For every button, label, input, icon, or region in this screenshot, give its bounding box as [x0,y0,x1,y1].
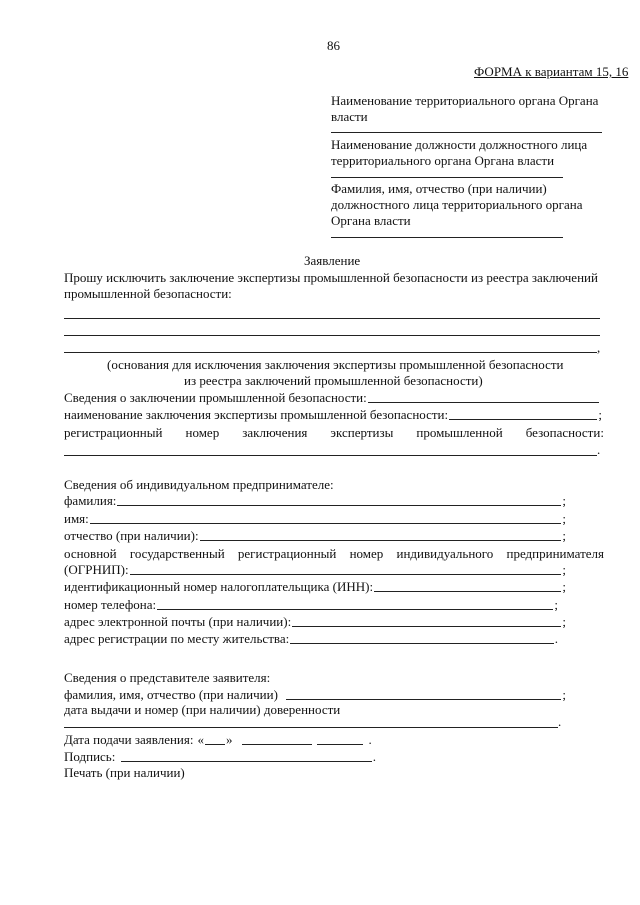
ogrnip-field-row [64,562,566,578]
address-row [64,631,558,647]
first-name-end: ; [562,511,566,526]
phone-row [64,597,558,613]
representative-fio-row [64,687,566,703]
phone-field[interactable] [157,608,553,610]
first-name-field[interactable] [90,522,562,524]
patronymic-label: отчество (при наличии): [64,528,199,543]
signature-end: . [372,749,376,764]
reg-word-3: заключения [242,425,308,440]
ogrnip-field[interactable] [130,573,562,575]
signature-row [64,749,376,765]
recipient-org-line2: власти [331,109,368,124]
ogrnip-word-3: регистрационный [237,546,337,561]
reg-word-4: экспертизы [330,425,394,440]
first-name-label: имя: [64,511,89,526]
grounds-line-1[interactable] [64,318,600,319]
recipient-name-line2: должностного лица территориального органа [331,197,583,212]
inn-row [64,579,566,595]
conclusion-name-row [64,407,602,423]
surname-end: ; [562,493,566,508]
representative-heading: Сведения о представителе заявителя: [64,670,271,685]
conclusion-heading-row [64,390,600,406]
ogrnip-row [64,546,604,562]
representative-fio-end: ; [562,687,566,702]
email-row [64,614,566,630]
conclusion-name-field[interactable] [449,418,597,420]
surname-field[interactable] [117,504,561,506]
power-of-attorney-field[interactable] [64,727,558,728]
ogrnip-word-6: предпринимателя [506,546,604,561]
conclusion-reg-end: . [597,442,601,457]
inn-end: ; [562,579,566,594]
request-line1: Прошу исключить заключение экспертизы промышленной безопасности из реестра заключений [64,270,598,285]
conclusion-heading: Сведения о заключении промышленной безопасности: [64,390,367,405]
inn-field[interactable] [374,590,561,592]
document-title: Заявление [304,253,361,268]
entrepreneur-heading: Сведения об индивидуальном предпринимателе: [64,477,334,492]
reg-word-5: промышленной [416,425,503,440]
request-text-line2: промышленной безопасности: [64,286,232,301]
grounds-line-2[interactable] [64,335,600,336]
ogrnip-word-2: государственный [129,546,225,561]
address-field[interactable] [290,642,554,644]
signature-field[interactable] [121,760,371,762]
grounds-line-3[interactable] [64,352,597,353]
conclusion-reg-field[interactable] [64,455,597,456]
patronymic-field[interactable] [200,539,562,541]
date-close-quote: » [225,732,233,747]
form-label: ФОРМА к вариантам 15, 16 [474,64,629,79]
power-of-attorney-label: дата выдачи и номер (при наличии) доверенности [64,702,341,717]
inn-label: идентификационный номер налогоплательщика (ИНН): [64,579,374,594]
patronymic-row [64,528,566,544]
surname-label: фамилия: [64,493,117,508]
date-open-quote: « [197,732,204,747]
grounds-caption-line2: из реестра заключений промышленной безопасности) [184,373,483,388]
date-day-field[interactable] [205,743,225,745]
ogrnip-word-1: основной [64,546,117,561]
grounds-line-3-end: , [597,340,601,355]
ogrnip-word-4: номер [349,546,384,561]
conclusion-field[interactable] [368,401,599,403]
conclusion-name-label: наименование заключения экспертизы промышленной безопасности: [64,407,449,422]
conclusion-name-end: ; [598,407,602,422]
request-text-line1 [64,270,599,286]
date-label: Дата подачи заявления: [64,732,194,747]
representative-fio-label: фамилия, имя, отчество (при наличии) [64,687,278,702]
address-end: . [554,631,558,646]
address-label: адрес регистрации по месту жительства: [64,631,290,646]
grounds-caption-line1: (основания для исключения заключения экспертизы промышленной безопасности [107,357,564,372]
surname-row [64,493,566,509]
date-year-field[interactable] [317,743,363,745]
representative-fio-field[interactable] [286,698,561,700]
recipient-org-underline[interactable] [331,132,602,133]
reg-word-2: номер [185,425,220,440]
recipient-name-line1: Фамилия, имя, отчество (при наличии) [331,181,547,196]
email-label: адрес электронной почты (при наличии): [64,614,292,629]
first-name-row [64,511,566,527]
recipient-position-line2: территориального органа Органа власти [331,153,555,168]
ogrnip-abbr: (ОГРНИП): [64,562,129,577]
ogrnip-end: ; [562,562,566,577]
page-number: 86 [327,38,340,53]
recipient-name-line3: Органа власти [331,213,411,228]
ogrnip-word-5: индивидуального [396,546,494,561]
recipient-position-line1: Наименование должности должностного лица [331,137,588,152]
reg-word-6: безопасности: [525,425,604,440]
reg-word-1: регистрационный [64,425,163,440]
phone-label: номер телефона: [64,597,157,612]
date-row [64,732,384,748]
signature-label: Подпись: [64,749,116,764]
power-of-attorney-end: . [558,714,562,729]
phone-end: ; [554,597,558,612]
email-field[interactable] [292,625,561,627]
stamp-label: Печать (при наличии) [64,765,185,780]
recipient-org-line1: Наименование территориального органа Органа [331,93,599,108]
patronymic-end: ; [562,528,566,543]
recipient-position-underline[interactable] [331,177,563,178]
conclusion-reg-row [64,425,604,441]
email-end: ; [562,614,566,629]
date-month-field[interactable] [242,743,312,745]
date-end: . [368,732,372,747]
recipient-name-underline[interactable] [331,237,563,238]
